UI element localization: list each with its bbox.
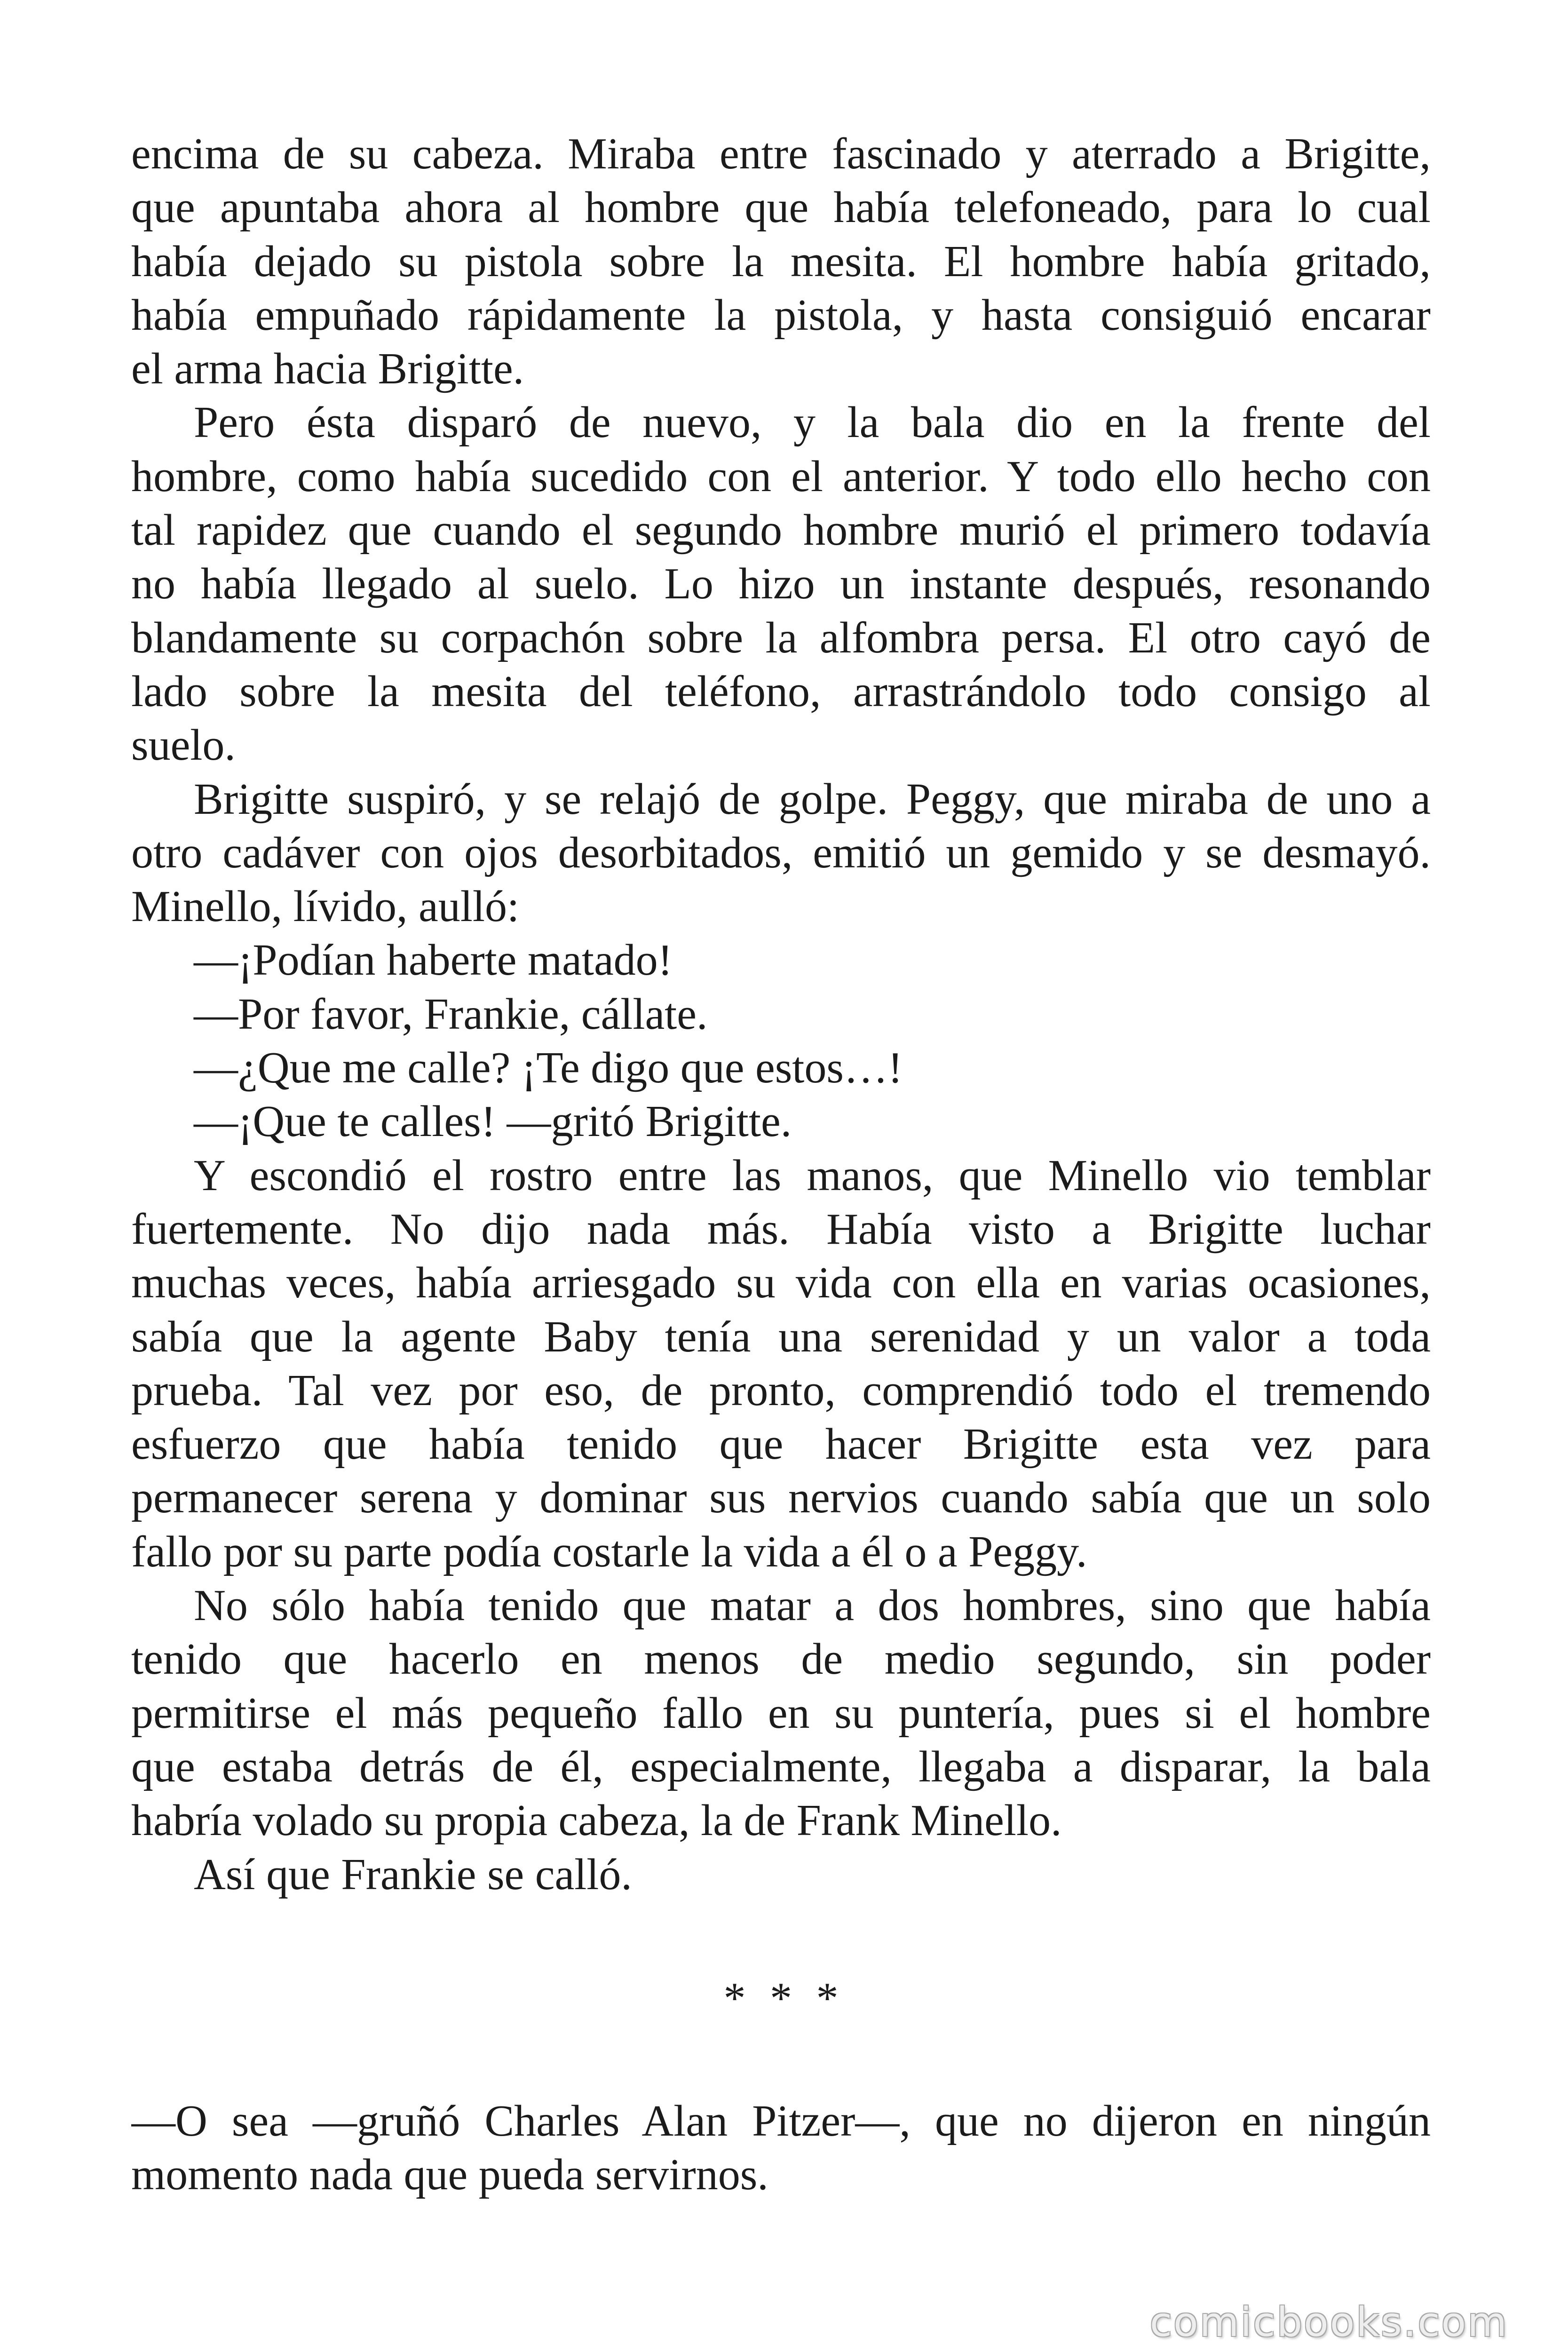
text-line: —Por favor, Frankie, cállate. — [194, 989, 708, 1039]
text-line: habría volado su propia cabeza, la de Frank Minello. — [131, 1796, 1062, 1845]
body-text-after-break — [131, 2094, 1431, 2202]
text-line: sabía que la agente Baby tenía una serenidad y un valor a toda — [131, 1312, 1431, 1361]
text-line: Brigitte suspiró, y se relajó de golpe. Peggy, que miraba de uno a — [194, 774, 1431, 824]
dialogue-paragraph — [131, 1095, 1431, 1148]
text-line: fallo por su parte podía costarle la vida a él o a Peggy. — [131, 1527, 1087, 1576]
text-line: —¡Podían haberte matado! — [194, 936, 673, 985]
body-text — [131, 127, 1431, 1901]
text-line: encima de su cabeza. Miraba entre fascinado y aterrado a Brigitte, — [131, 129, 1431, 178]
text-line: Minello, lívido, aulló: — [131, 882, 520, 931]
scene-break: * * * — [723, 1974, 839, 2023]
text-line: —¡Que te calles! —gritó Brigitte. — [194, 1097, 792, 1146]
text-line: —¿Que me calle? ¡Te digo que estos…! — [194, 1043, 903, 1093]
text-line: No sólo había tenido que matar a dos hombres, sino que había — [194, 1581, 1431, 1630]
text-line: Y escondió el rostro entre las manos, que Minello vio temblar — [194, 1151, 1431, 1200]
text-line: Pero ésta disparó de nuevo, y la bala dio en la frente del — [194, 398, 1431, 447]
dialogue-paragraph — [131, 933, 1431, 987]
text-line: lado sobre la mesita del teléfono, arrastrándolo todo consigo al — [131, 667, 1431, 716]
text-line: tenido que hacerlo en menos de medio segundo, sin poder — [131, 1635, 1431, 1684]
paragraph — [131, 396, 1431, 772]
paragraph — [131, 2094, 1431, 2202]
text-line: esfuerzo que había tenido que hacer Brigitte esta vez para — [131, 1420, 1431, 1469]
text-line: tal rapidez que cuando el segundo hombre murió el primero todavía — [131, 506, 1431, 555]
text-line: muchas veces, había arriesgado su vida con ella en varias ocasiones, — [131, 1258, 1431, 1308]
text-line: que estaba detrás de él, especialmente, llegaba a disparar, la bala — [131, 1742, 1431, 1791]
dialogue-paragraph — [131, 1041, 1431, 1095]
text-line: hombre, como había sucedido con el anterior. Y todo ello hecho con — [131, 452, 1431, 501]
text-line: Así que Frankie se calló. — [194, 1850, 632, 1899]
paragraph — [131, 1149, 1431, 1579]
watermark: comicbooks.com — [1149, 2299, 1508, 2346]
text-line: que apuntaba ahora al hombre que había telefoneado, para lo cual — [131, 183, 1431, 232]
text-line: prueba. Tal vez por eso, de pronto, comprendió todo el tremendo — [131, 1366, 1431, 1415]
dialogue-paragraph — [131, 987, 1431, 1041]
text-line: fuertemente. No dijo nada más. Había visto a Brigitte luchar — [131, 1204, 1431, 1254]
text-line: había empuñado rápidamente la pistola, y hasta consiguió encarar — [131, 290, 1431, 340]
text-line: permitirse el más pequeño fallo en su puntería, pues si el hombre — [131, 1688, 1431, 1738]
text-line: —O sea —gruñó Charles Alan Pitzer—, que no dijeron en ningún — [131, 2097, 1431, 2145]
text-line: blandamente su corpachón sobre la alfombra persa. El otro cayó de — [131, 613, 1431, 662]
paragraph — [131, 772, 1431, 934]
text-line: no había llegado al suelo. Lo hizo un instante después, resonando — [131, 559, 1431, 609]
paragraph — [131, 1848, 1431, 1901]
text-line: permanecer serena y dominar sus nervios cuando sabía que un solo — [131, 1473, 1431, 1523]
text-line: había dejado su pistola sobre la mesita. El hombre había gritado, — [131, 237, 1431, 286]
text-line: el arma hacia Brigitte. — [131, 344, 524, 394]
text-line: momento nada que pueda servirnos. — [131, 2150, 768, 2200]
paragraph — [131, 127, 1431, 396]
text-line: suelo. — [131, 721, 236, 770]
paragraph — [131, 1579, 1431, 1847]
text-line: otro cadáver con ojos desorbitados, emitió un gemido y se desmayó. — [131, 828, 1431, 877]
